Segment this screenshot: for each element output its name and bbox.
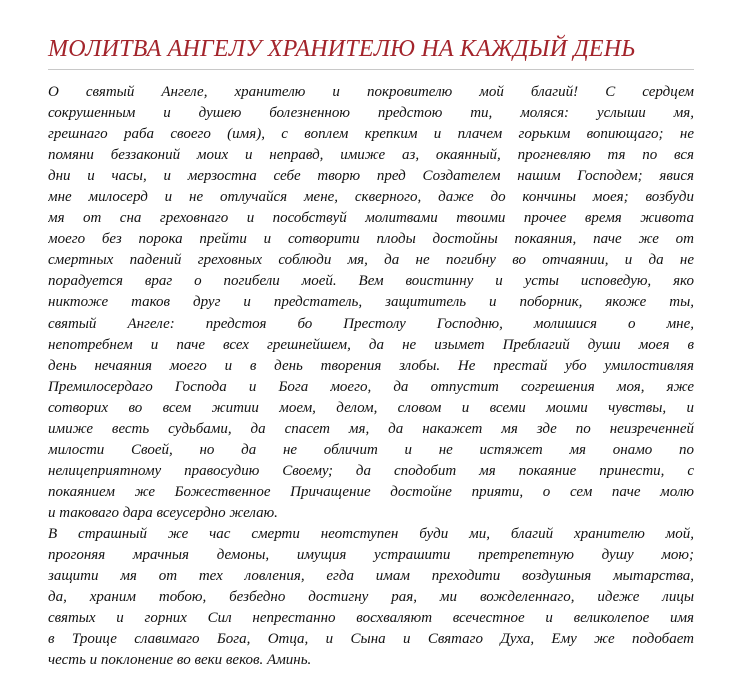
text-line: помяни беззаконий моих и неправд, имиже аз, окаянный, прогневляю тя по вся — [48, 147, 694, 164]
text-line: Премилосердаго Господа и Бога моего, да отпустит согрешения моя, яже — [48, 378, 694, 395]
text-line: сотворих во всем житии моем, делом, словом и всеми моими чувствы, и — [48, 399, 694, 416]
text-line: день нечаяния моего и в день творения злобы. Не престай убо умилостивляя — [48, 357, 694, 374]
text-line: моего без порока прейти и сотворити плоды достойны покаяния, паче же от — [48, 231, 694, 248]
text-line: защити мя от тех ловления, егда имам преходити воздушныя мытарства, — [48, 568, 694, 585]
prayer-text — [48, 82, 694, 671]
page-title: МОЛИТВА АНГЕЛУ ХРАНИТЕЛЮ НА КАЖДЫЙ ДЕНЬ — [48, 36, 636, 62]
text-line: и таковаго дара всеусердно желаю. — [48, 504, 278, 521]
paragraph-2 — [48, 524, 694, 671]
text-line: дни и часы, и мерзостна себе творю пред Создателем нашим Господем; явися — [48, 168, 694, 185]
text-line: честь и поклонение во веки веков. Аминь. — [48, 652, 312, 669]
text-line: грешнаго раба своего (имя), с воплем крепким и плачем горьким вопиющаго; не — [48, 126, 694, 143]
text-line: порадуется враг о погибели моей. Вем воистинну и усты исповедую, яко — [48, 273, 694, 290]
text-line: прогоняя мрачныя демоны, имущия устрашити претрепетную душу мою; — [48, 547, 694, 564]
text-line: смертных падений греховных соблюди мя, да не погибну во отчаянии, и да не — [48, 252, 694, 269]
text-line: святый Ангеле: предстоя бо Престолу Господню, молишися о мне, — [48, 315, 694, 332]
title-divider — [48, 69, 694, 70]
text-line: никтоже таков друг и предстатель, защититель и поборник, якоже ты, — [48, 294, 694, 311]
text-line: милости Своей, но да не обличит и не истяжет мя онамо по — [48, 441, 694, 458]
text-line: святых и горних Сил непрестанно восхваляют всечестное и великолепое имя — [48, 610, 694, 627]
text-line: в Троице славимаго Бога, Отца, и Сына и Святаго Духа, Ему же подобает — [48, 631, 694, 648]
text-line: имиже весть судьбами, да спасет мя, да накажет мя зде по неизреченней — [48, 420, 694, 437]
text-line: В страшный же час смерти неотступен буди ми, благий хранителю мой, — [48, 525, 694, 542]
text-line: мне милосерд и не отлучайся мене, скверного, даже до кончины моея; возбуди — [48, 189, 694, 206]
paragraph-1 — [48, 82, 694, 524]
text-line: мя от сна греховнаго и пособствуй молитвами твоими прочее время живота — [48, 210, 694, 227]
text-line: сокрушенным и душею болезненною предстою ти, моляся: услыши мя, — [48, 105, 694, 122]
text-line: нелицеприятному правосудию Своему; да сподобит мя покаяние принести, с — [48, 462, 694, 479]
text-line: О святый Ангеле, хранителю и покровителю мой благий! С сердцем — [48, 84, 694, 100]
text-line: да, храним тобою, безбедно достигну рая, ми вожделеннаго, идеже лицы — [48, 589, 694, 606]
text-line: покаянием же Божественное Причащение достойне прияти, о сем паче молю — [48, 483, 694, 500]
text-line: непотребнем и паче всех грешнейшем, да не изымет Преблагий души моея в — [48, 336, 694, 353]
